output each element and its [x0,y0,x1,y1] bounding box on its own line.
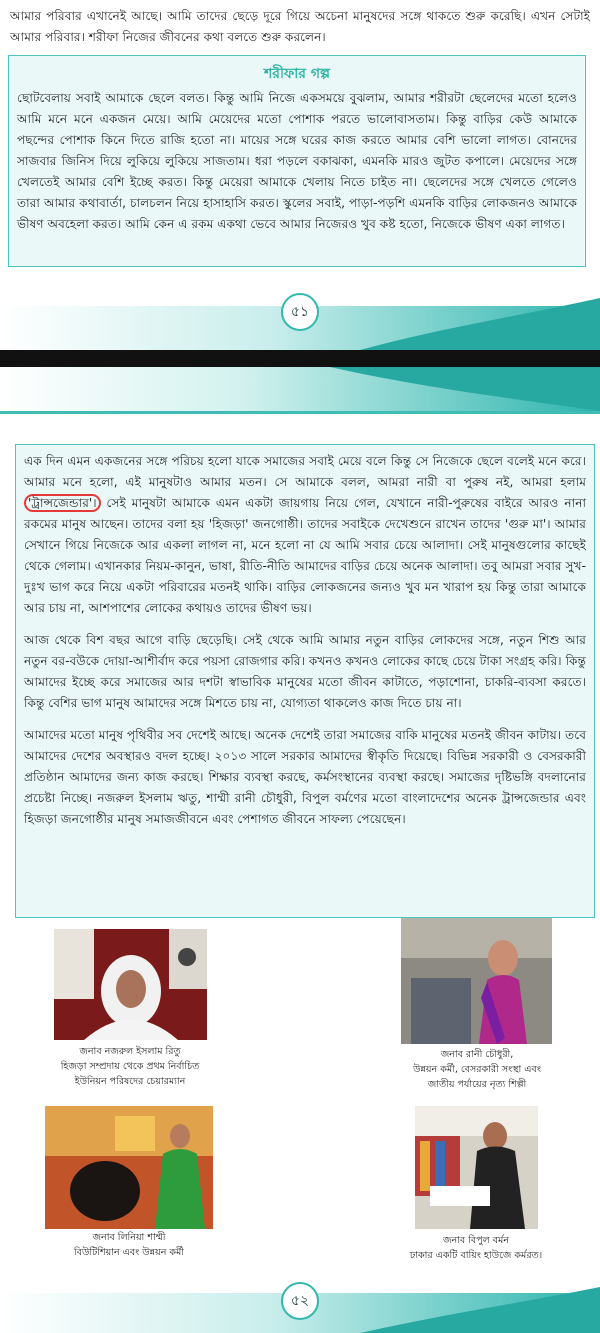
caption-3-line-1: জনাব লিনিয়া শাম্মী [92,1232,166,1243]
story-title: শরীফার গল্প [263,66,331,82]
page-number-51: ৫১ [281,293,319,331]
caption-1-line-1: জনাব নজরুল ইসলাম রিতু [79,1046,181,1057]
caption-4-line-1: জনাব বিপুল বর্মন [442,1235,510,1246]
paragraph-1-start: এক দিন এমন একজনের সঙ্গে পরিচয় হলো যাকে সমাজের সবাই মেয়ে বলে কিন্তু সে নিজেকে ছেলে বলেই মনে করে। আমার মনে হলো, এই মানুষটাও আমার মতন। সে আমাকে বলল, আমরা নারী বা পুরুষ নই, আমরা হলাম [24,454,586,489]
page-number-52: ৫২ [281,1282,319,1320]
caption-1-line-2: হিজড়া সম্প্রদায় থেকে প্রথম নির্বাচিত [60,1061,200,1072]
photo-nazrul-islam [54,929,207,1040]
caption-2-line-1: জনাব রানী চৌধুরী, [440,1049,514,1060]
story-paragraph: ছোটবেলায় সবাই আমাকে ছেলে বলত। কিন্তু আমি নিজে একসময়ে বুঝলাম, আমার শরীরটা ছেলেদের মতো হলেও আমি মনে মনে একজন মেয়ে। আমি মেয়েদের মতো পোশাক পরতে ভালোবাসতাম। কিন্তু বাড়ির কেউ আমাকে পছন্দের পোশাক কিনে দিতে রাজি হতো না। মায়ের সঙ্গে ঘরের কাজ করতে আমার বেশি ভালো লাগত। বোনদের সাজবার জিনিস দিয়ে লুকিয়ে লুকিয়ে সাজতাম। ধরা পড়লে বকাঝকা, এমনকি মারও জুটত কপালে। মেয়েদের সঙ্গে খেলতেই আমার বেশি ইচ্ছে করত। কিন্তু মেয়েরা আমাকে খেলায় নিতে চাইত না। ছেলেদের সঙ্গে খেলতে গেলেও তারা আমার কথাবার্তা, চালচলন নিয়ে হাসাহাসি করত। স্কুলের সবাই, পাড়া-পড়শি এমনকি বাড়ির লোকজনও আমাকে ভীষণ অবহেলা করত। আমি কেন এ রকম একথা ভেবে আমার নিজেরও খুব কষ্ট হতো, নিজেকে ভীষণ একা লাগত। [17,91,577,231]
paragraph-2: আজ থেকে বিশ বছর আগে বাড়ি ছেড়েছি। সেই থেকে আমি আমার নতুন বাড়ির লোকদের সঙ্গে, নতুন শিশু আর নতুন বর-বউকে দোয়া-আশীর্বাদ করে পয়সা রোজগার করি। কখনও কখনও লোকের কাছে চেয়ে টাকা সংগ্রহ করি। কিন্তু আমাদের ইচ্ছে করে সমাজের আর দশটা স্বাভাবিক মানুষের মতো জীবন কাটাতে, পড়াশোনা, চাকরি-ব্যবসা করতে। কিন্তু বেশির ভাগ মানুষ আমাদের সঙ্গে মিশতে চায় না, যোগ্যতা থাকলেও কাজ দিতে চায় না। [24,633,586,710]
story-continuation-box [15,444,595,918]
caption-1-line-3: ইউনিয়ন পরিষদের চেয়ারম্যান [74,1076,186,1087]
photo-rani-chowdhury [401,918,552,1044]
story-box [8,55,586,267]
photo-bipul-barman [415,1106,538,1229]
caption-3-line-2: বিউটিশিয়ান এবং উন্নয়ন কর্মী [73,1247,185,1258]
page-divider [0,350,600,367]
caption-2 [377,1047,577,1092]
caption-1 [30,1044,230,1089]
paragraph-1 [24,451,586,619]
caption-2-line-3: জাতীয় পর্যায়ের নৃত্য শিল্পী [427,1079,527,1090]
caption-2-line-2: উন্নয়ন কর্মী, বেসরকারী সংস্থা এবং [413,1064,541,1075]
caption-4 [376,1233,576,1263]
paragraph-3: আমাদের মতো মানুষ পৃথিবীর সব দেশেই আছে। অনেক দেশেই তারা সমাজের বাকি মানুষের মতনই জীবন কাটায়। তবে আমাদের দেশের অবস্থারও বদল হচ্ছে। ২০১৩ সালে সরকার আমাদের স্বীকৃতি দিয়েছে। বিভিন্ন সরকারী ও বেসরকারী প্রতিষ্ঠান আমাদের জন্য কাজ করছে। শিক্ষার ব্যবস্থা করছে, কর্মসংস্থানের ব্যবস্থা করছে। সমাজের দৃষ্টিভঙ্গি বদলানোর প্রচেষ্টা নিচ্ছে। নজরুল ইসলাম ঋতু, শাম্মী রানী চৌধুরী, বিপুল বর্মণের মতো বাংলাদেশের অনেক ট্রান্সজেন্ডার এবং হিজড়া জনগোষ্ঠীর মানুষ সমাজজীবনে এবং পেশাগত জীবনে সাফল্য পেয়েছেন। [24,728,586,826]
intro-paragraph: আমার পরিবার এখানেই আছে। আমি তাদের ছেড়ে দূরে গিয়ে অচেনা মানুষদের সঙ্গে থাকতে শুরু করেছি। এখন সেটাই আমার পরিবার। শরীফা নিজের জীবনের কথা বলতে শুরু করলেন। [10,9,590,44]
caption-3 [29,1230,229,1260]
paragraph-1-end: সেই মানুষটা আমাকে এমন একটা জায়গায় নিয়ে গেল, যেখানে নারী-পুরুষের বাইরে আরও নানা রকমের মানুষ আছেন। তাদের বলা হয় 'হিজড়া' জনগোষ্ঠী। তাদের সবাইকে দেখেশুনে রাখেন তাদের 'গুরু মা'। আমার সেখানে গিয়ে নিজেকে আর একলা লাগল না, মনে হলো না যে আমি সবার চেয়ে আলাদা। সেই মানুষগুলোর কাছেই থেকে গেলাম। এখানকার নিয়ম-কানুন, ভাষা, রীতি-নীতি আমাদের বাড়ির চেয়ে অনেক আলাদা। তবু আমরা সবার সুখ-দুঃখ ভাগ করে নিয়ে একটা পরিবারের মতনই থাকি। বাড়ির লোকজনের জন্যও খুব মন খারাপ হয় কিন্তু তারা আমাকে আর চায় না, আশপাশের লোকের কথায়ও তাদের ভীষণ ভয়। [24,496,586,615]
header-wave-52 [0,367,600,419]
photo-linia-shammi [45,1106,213,1229]
highlighted-term: 'ট্রান্সজেন্ডার'। [24,494,101,512]
caption-4-line-2: ঢাকার একটি বায়িং হাউজে কর্মরত। [409,1250,543,1261]
